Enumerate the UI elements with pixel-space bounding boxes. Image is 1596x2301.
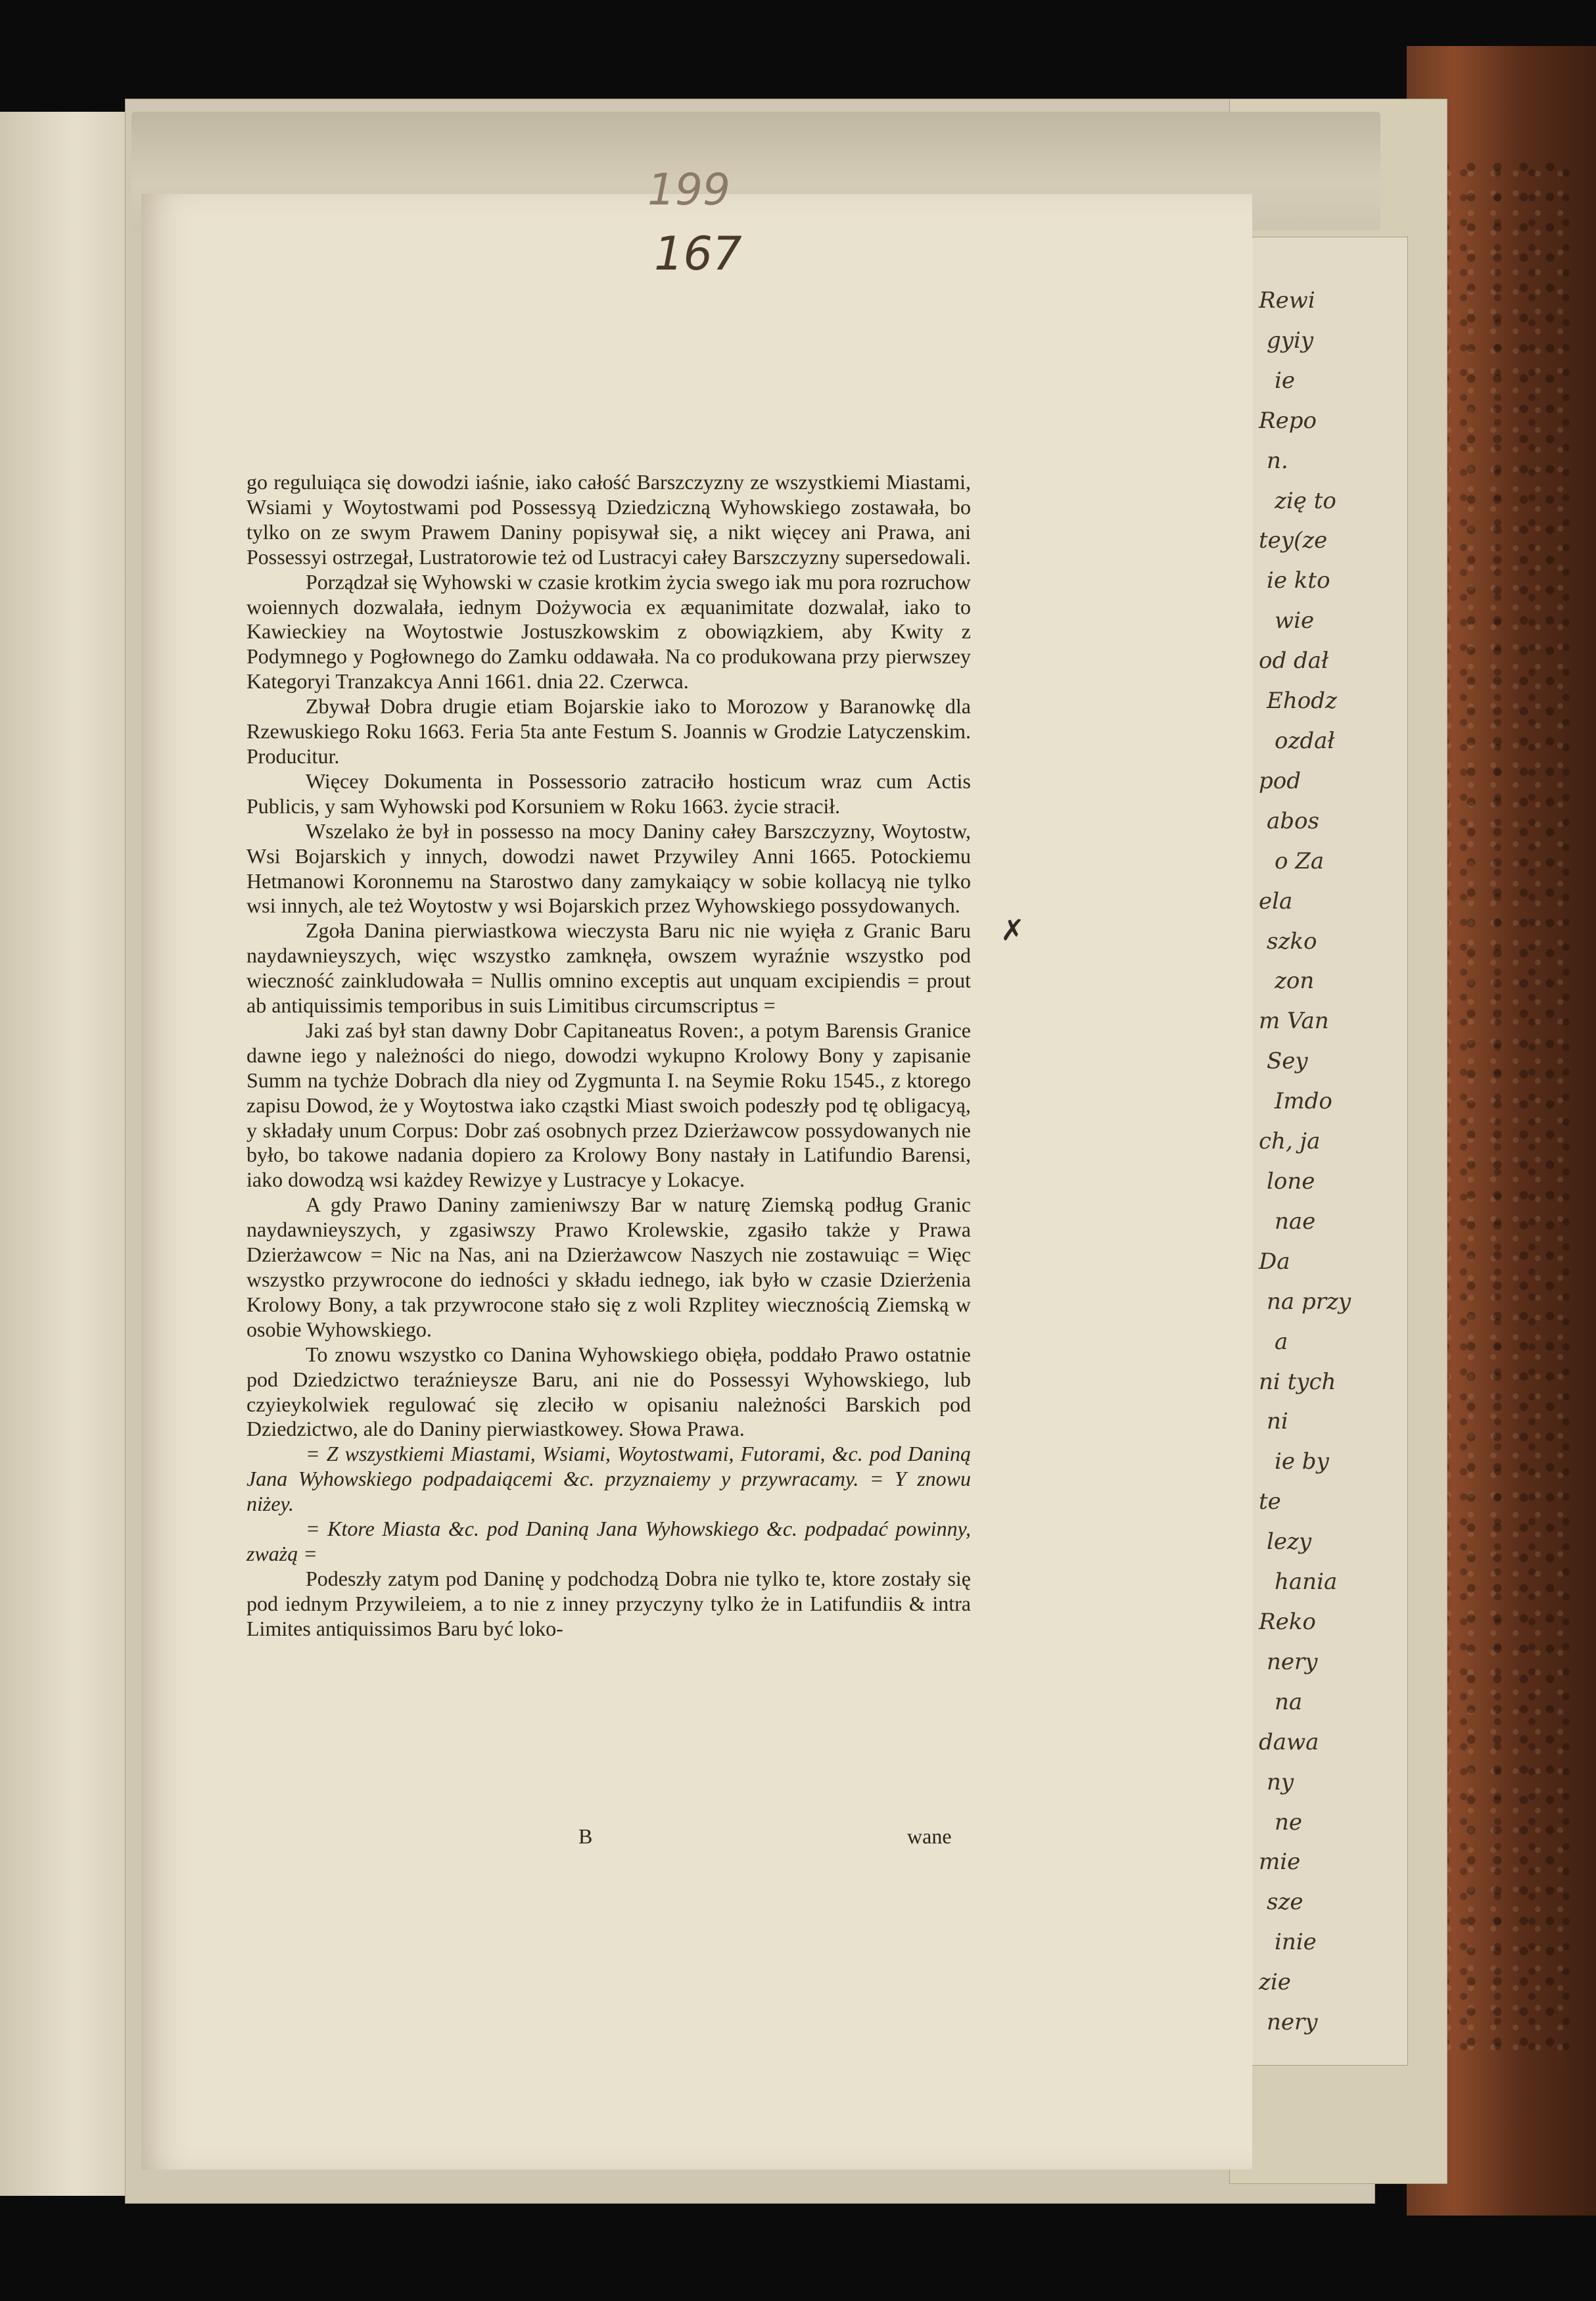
manuscript-fragment: ela bbox=[1259, 888, 1293, 914]
manuscript-fragment: lone bbox=[1267, 1168, 1315, 1195]
manuscript-fragment: inie bbox=[1275, 1929, 1317, 1955]
manuscript-fragment: wie bbox=[1275, 607, 1315, 634]
manuscript-fragment: tey(ze bbox=[1259, 527, 1328, 554]
manuscript-fragment: Ehodz bbox=[1267, 688, 1337, 714]
manuscript-fragment: sze bbox=[1267, 1889, 1303, 1915]
manuscript-fragment: o Za bbox=[1275, 848, 1325, 874]
quoted-law-text: = Z wszystkiemi Miastami, Wsiami, Woytostwami, Futorami, &c. pod Daniną Jana Wyhowskiego podpadaiącemi &c. przyznaiemy y przywracamy. = Y znowu niżey. bbox=[246, 1442, 971, 1516]
manuscript-fragment: Da bbox=[1259, 1248, 1290, 1275]
manuscript-fragment: Rewi bbox=[1259, 287, 1315, 314]
quoted-law-text: = Ktore Miasta &c. pod Daniną Jana Wyhowskiego &c. podpadać powinny, zważą = bbox=[246, 1517, 971, 1565]
paragraph: go reguluiąca się dowodzi iaśnie, iako całość Barszczyzny ze wszystkiemi Miastami, Wsiami y Woytostwami pod Possessyą Dziedziczną Wyhowskiego zostawała, bo tylko on ze swym Prawem Daniny popisywał się, a nikt więcey ani Prawa, ani Possessyi ostrzegał, Lustratorowie też od Lustracyi całey Barszczyzny supersedowali. bbox=[246, 470, 971, 569]
manuscript-fragment: abos bbox=[1267, 808, 1319, 834]
manuscript-fragment: na przy bbox=[1267, 1289, 1351, 1315]
paragraph: To znowu wszystko co Danina Wyhowskiego obięła, poddało Prawo ostatnie pod Dziedzictwo teraźnieysze Baru, ani nie do Possessyi Wyhowskiego, lub czyieykolwiek regulować się zleciło w opisaniu należności Barskich pod Dziedzictwo, ale do Daniny pierwiastkowey. Słowa Prawa. bbox=[246, 1342, 971, 1441]
manuscript-fragment: na bbox=[1275, 1689, 1303, 1715]
margin-cross-mark: ✗ bbox=[1000, 914, 1025, 947]
manuscript-fragment: zon bbox=[1275, 968, 1315, 994]
manuscript-fragment: zie bbox=[1259, 1969, 1291, 1995]
paragraph: Podeszły zatym pod Daninę y podchodzą Dobra nie tylko te, ktore zostały się pod iednym Przywileiem, a to nie z inney przyczyny tylko że in Latifundiis & intra Limites antiquissimos Baru być loko- bbox=[246, 1566, 971, 1640]
manuscript-fragment: lezy bbox=[1267, 1529, 1312, 1555]
catchword: wane bbox=[907, 1824, 952, 1848]
manuscript-fragment: zię to bbox=[1275, 488, 1336, 514]
manuscript-fragment: szko bbox=[1267, 928, 1317, 955]
paragraph: Jaki zaś był stan dawny Dobr Capitaneatus Roven:, a potym Barensis Granice dawne iego y należności do niego, dowodzi wykupno Krolowy Bony y zapisanie Summ na tychże Dobrach dla niey od Zygmunta I. na Seymie Roku 1545., z ktorego zapisu Dowod, że y Woytostwa iako cząstki Miast swoich podeszły pod tę obligacyą, y składały unum Corpus: Dobr zaś osobnych przez Dzierżawcow possydowanych nie było, bo takowe nadania dopiero za Krolowy Bony nastały in Latifundio Barensi, iako dowodzą wsi każdey Rewizye y Lustracye y Lokacye. bbox=[246, 1018, 971, 1192]
paragraph: A gdy Prawo Daniny zamieniwszy Bar w naturę Ziemską podług Granic naydawnieyszych, y zgasiwszy Prawo Krolewskie, zgasiło także y Prawa Dzierżawcow = Nic na Nas, ani na Dzierżawcow Naszych nie zostawuiąc = Więc wszystko przywrocone do iedności y składu iednego, iak było w czasie Dzierżenia Krolowy Bony, a tak przywrocone stało się z woli Rzplitey wiecznością Ziemską w osobie Wyhowskiego. bbox=[246, 1193, 971, 1341]
manuscript-fragment: Sey bbox=[1267, 1048, 1308, 1074]
manuscript-fragment: mie bbox=[1259, 1849, 1301, 1875]
manuscript-fragment: ch, ja bbox=[1259, 1128, 1321, 1154]
manuscript-fragment: ni tych bbox=[1259, 1369, 1336, 1395]
paragraph: Zbywał Dobra drugie etiam Bojarskie iako to Morozow y Baranowkę dla Rzewuskiego Roku 1663. Feria 5ta ante Festum S. Joannis w Grodzie Latyczenskim. Producitur. bbox=[246, 694, 971, 768]
ink-folio-number: 167 bbox=[654, 227, 742, 281]
manuscript-fragment: ni bbox=[1267, 1408, 1288, 1435]
manuscript-fragment: Repo bbox=[1259, 408, 1317, 434]
manuscript-fragment: nae bbox=[1275, 1208, 1316, 1235]
manuscript-fragment: Reko bbox=[1259, 1609, 1316, 1635]
manuscript-fragment: ie by bbox=[1275, 1448, 1329, 1475]
paragraph: Porządzał się Wyhowski w czasie krotkim życia swego iak mu pora rozruchow woiennych dozwalała, iednym Dożywocia ex æquanimitate dozwalał, iako to Kawieckiey na Woytostwie Jostuszkowskim z obowiązkiem, aby Kwity z Podymnego y Pogłownego do Zamku oddawała. Na co produkowana przy pierwszey Kategoryi Tranzakcya Anni 1661. dnia 22. Czerwca. bbox=[246, 569, 971, 694]
manuscript-fragment: ie bbox=[1275, 368, 1295, 394]
manuscript-fragment: od dał bbox=[1259, 648, 1329, 674]
manuscript-fragment: ozdał bbox=[1275, 728, 1335, 754]
manuscript-fragment: ie kto bbox=[1267, 567, 1330, 594]
manuscript-fragment: ny bbox=[1267, 1769, 1294, 1795]
paragraph: Zgoła Danina pierwiastkowa wieczysta Baru nic nie wyięła z Granic Baru naydawnieyszych, więc wszystko zamknęła, owszem wyraźnie wszystko pod wieczność zainkludowała = Nullis omnino exceptis aut unquam excipiendis = prout ab antiquissimis temporibus in suis Limitibus circumscriptus = bbox=[246, 918, 971, 1018]
manuscript-fragment: hania bbox=[1275, 1569, 1338, 1595]
manuscript-fragment: n. bbox=[1267, 448, 1288, 474]
manuscript-fragment: nery bbox=[1267, 2009, 1318, 2035]
manuscript-fragment: dawa bbox=[1259, 1729, 1319, 1755]
manuscript-fragment: gyiy bbox=[1267, 327, 1314, 354]
manuscript-fragment: Imdo bbox=[1275, 1088, 1332, 1114]
manuscript-fragment: pod bbox=[1259, 768, 1301, 794]
signature-mark: B bbox=[578, 1824, 593, 1848]
paragraph: Więcey Dokumenta in Possessorio zatraciło hosticum wraz cum Actis Publicis, y sam Wyhowski pod Korsuniem w Roku 1663. życie stracił. bbox=[246, 769, 971, 818]
cover-marbling bbox=[1440, 158, 1571, 2064]
manuscript-fragment: m Van bbox=[1259, 1008, 1329, 1034]
paragraph: Wszelako że był in possesso na mocy Daniny całey Barszczyzny, Woytostw, Wsi Bojarskich y innych, dowodzi nawet Przywiley Anni 1665. Potockiemu Hetmanowi Koronnemu na Starostwo dany zamykaiący w sobie kollacyą nie tylko wsi innych, ale też Woytostw y wsi Bojarskich przez Wyhowskiego possydowanych. bbox=[246, 818, 971, 918]
manuscript-fragment: ne bbox=[1275, 1809, 1303, 1836]
page-body-text bbox=[246, 470, 971, 1642]
pencil-folio-number: 199 bbox=[647, 164, 730, 215]
manuscript-fragment: a bbox=[1275, 1329, 1288, 1355]
manuscript-fragment: nery bbox=[1267, 1649, 1318, 1675]
manuscript-fragment: te bbox=[1259, 1488, 1281, 1515]
